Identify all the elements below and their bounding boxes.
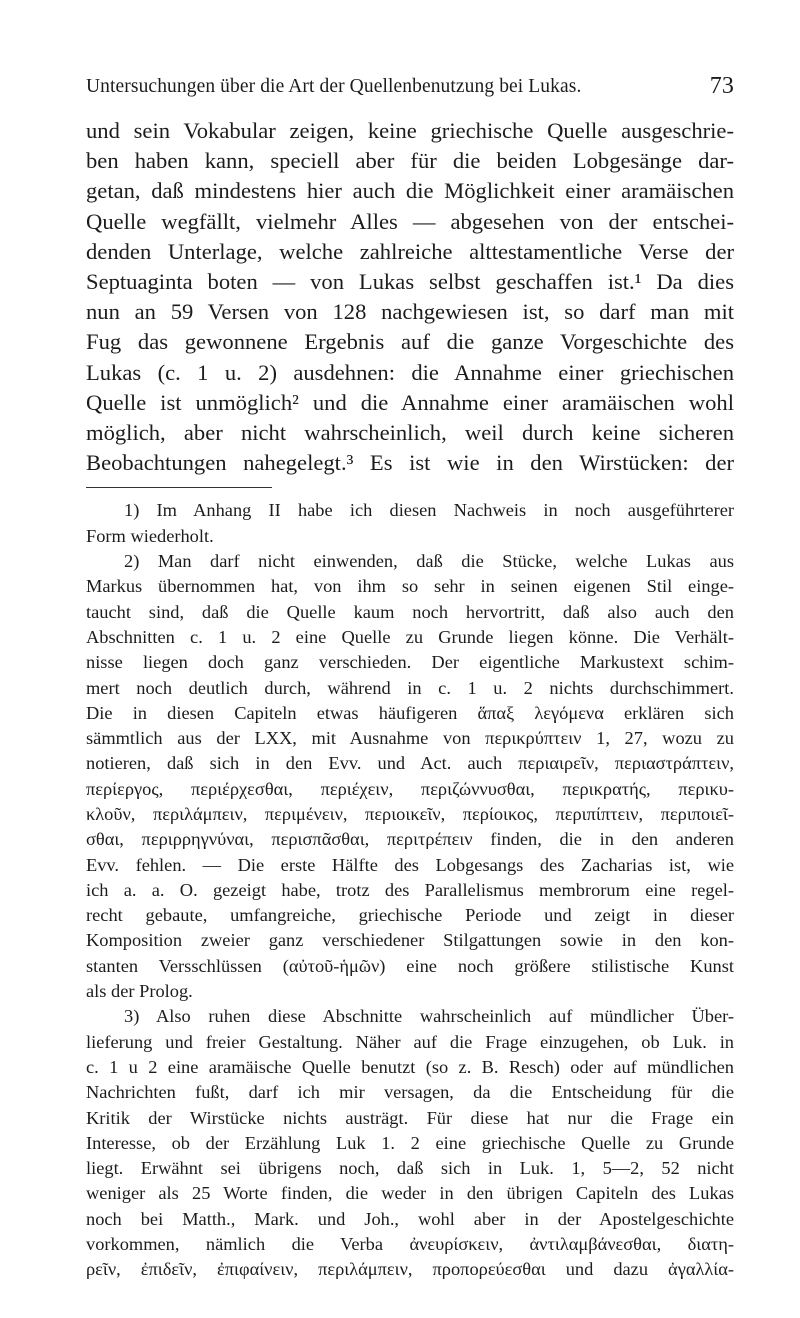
body-line: getan, daß mindestens hier auch die Möglichkeit einer aramäischen <box>86 178 734 204</box>
footnote-line: 1) Im Anhang II habe ich diesen Nachweis in noch ausgeführterer <box>124 500 734 521</box>
running-title: Untersuchungen über die Art der Quellenbenutzung bei Lukas. <box>86 76 582 97</box>
page-number: 73 <box>709 73 734 99</box>
footnote-line: weniger als 25 Worte finden, die weder in den übrigen Capiteln des Lukas <box>86 1183 734 1204</box>
footnotes <box>86 498 734 1282</box>
footnote-line: notieren, daß sich in den Evv. und Act. auch περιαιρεῖν, περιαστράπτειν, <box>86 753 734 774</box>
footnote-line: Form wiederholt. <box>86 525 214 546</box>
footnote-line: περίεργος, περιέρχεσθαι, περιέχειν, περιζώννυσθαι, περικρατής, περικυ- <box>86 778 734 799</box>
footnote-line: lieferung und freier Gestaltung. Näher auf die Frage einzugehen, ob Luk. in <box>86 1031 734 1052</box>
footnote-line: Komposition zweier ganz verschiedener Stilgattungen sowie in den kon- <box>86 930 734 951</box>
book-page <box>86 0 734 1283</box>
footnote-line: ich a. a. O. gezeigt habe, trotz des Parallelismus membrorum eine regel- <box>86 879 734 900</box>
footnote-line: sämmtlich aus der LXX, mit Ausnahme von περικρύπτειν 1, 27, wozu zu <box>86 728 734 749</box>
footnote-line: κλοῦν, περιλάμπειν, περιμένειν, περιοικεῖν, περίοικος, περιπίπτειν, περιποιεῖ- <box>86 804 734 824</box>
footnote-line: noch bei Matth., Mark. und Joh., wohl aber in der Apostelgeschichte <box>86 1208 734 1229</box>
footnote-line: Kritik der Wirstücke nichts austrägt. Für diese hat nur die Frage ein <box>86 1107 734 1128</box>
footnote-line: taucht sind, daß die Quelle kaum noch hervortritt, daß also auch den <box>86 601 734 622</box>
footnote-line: als der Prolog. <box>86 981 193 1002</box>
main-text <box>86 116 734 478</box>
footnote-line: 3) Also ruhen diese Abschnitte wahrscheinlich auf mündlicher Über- <box>124 1006 734 1027</box>
body-line: Quelle ist unmöglich² und die Annahme einer aramäischen wohl <box>86 389 734 415</box>
footnote-line: mert noch deutlich durch, während in c. 1 u. 2 nichts durchschimmert. <box>86 677 734 698</box>
body-line: Lukas (c. 1 u. 2) ausdehnen: die Annahme einer griechischen <box>86 359 734 385</box>
footnote-divider <box>86 487 272 488</box>
body-line: und sein Vokabular zeigen, keine griechische Quelle ausgeschrie- <box>86 118 734 143</box>
footnote-3 <box>86 1004 734 1282</box>
footnote-line: Markus übernommen hat, von ihm so sehr in seinen eigenen Stil einge- <box>86 576 734 597</box>
footnote-line: Nachrichten fußt, darf ich mir versagen, da die Entscheidung für die <box>86 1082 734 1103</box>
footnote-line: Die in diesen Capiteln etwas häufigeren ἅπαξ λεγόμενα erklären sich <box>86 702 734 723</box>
body-line: Quelle wegfällt, vielmehr Alles — abgesehen von der entschei- <box>86 208 734 234</box>
footnote-line: ρεῖν, ἐπιδεῖν, ἐπιφαίνειν, περιλάμπειν, προπορεύεσθαι und dazu ἀγαλλία- <box>86 1259 734 1280</box>
footnote-1 <box>86 498 734 549</box>
running-header <box>86 73 734 116</box>
body-line: möglich, aber nicht wahrscheinlich, weil durch keine sicheren <box>86 420 734 446</box>
footnote-line: Interesse, ob der Erzählung Luk 1. 2 eine griechische Quelle zu Grunde <box>86 1132 734 1153</box>
body-line: Fug das gewonnene Ergebnis auf die ganze Vorgeschichte des <box>86 329 734 355</box>
body-line: denden Unterlage, welche zahlreiche alttestamentliche Verse der <box>86 238 734 264</box>
body-line: Beobachtungen nahegelegt.³ Es ist wie in den Wirstücken: der <box>86 450 734 476</box>
footnote-line: vorkommen, nämlich die Verba ἀνευρίσκειν, ἀντιλαμβάνεσθαι, διατη- <box>86 1234 734 1255</box>
footnote-line: 2) Man darf nicht einwenden, daß die Stücke, welche Lukas aus <box>124 551 734 572</box>
footnote-line: σθαι, περιρρηγνύναι, περισπᾶσθαι, περιτρέπειν finden, die in den anderen <box>86 829 734 850</box>
footnote-line: c. 1 u 2 eine aramäische Quelle benutzt (so z. B. Resch) oder auf mündlichen <box>86 1056 734 1077</box>
body-line: ben haben kann, speciell aber für die beiden Lobgesänge dar- <box>86 148 734 174</box>
footnote-line: stanten Versschlüssen (αὐτοῦ-ἡμῶν) eine noch größere stilistische Kunst <box>86 955 734 976</box>
footnote-line: recht gebaute, umfangreiche, griechische Periode und zeigt in dieser <box>86 905 734 926</box>
body-line: Septuaginta boten — von Lukas selbst geschaffen ist.¹ Da dies <box>86 269 734 295</box>
footnote-line: Evv. fehlen. — Die erste Hälfte des Lobgesangs des Zacharias ist, wie <box>86 854 734 875</box>
footnote-line: liegt. Erwähnt sei übrigens noch, daß sich in Luk. 1, 5—2, 52 nicht <box>86 1158 734 1179</box>
body-line: nun an 59 Versen von 128 nachgewiesen ist, so darf man mit <box>86 299 734 325</box>
footnote-2 <box>86 549 734 1004</box>
footnote-line: Abschnitten c. 1 u. 2 eine Quelle zu Grunde liegen könne. Die Verhält- <box>86 626 734 647</box>
footnote-line: nisse liegen doch ganz verschieden. Der eigentliche Markustext schim- <box>86 652 734 673</box>
